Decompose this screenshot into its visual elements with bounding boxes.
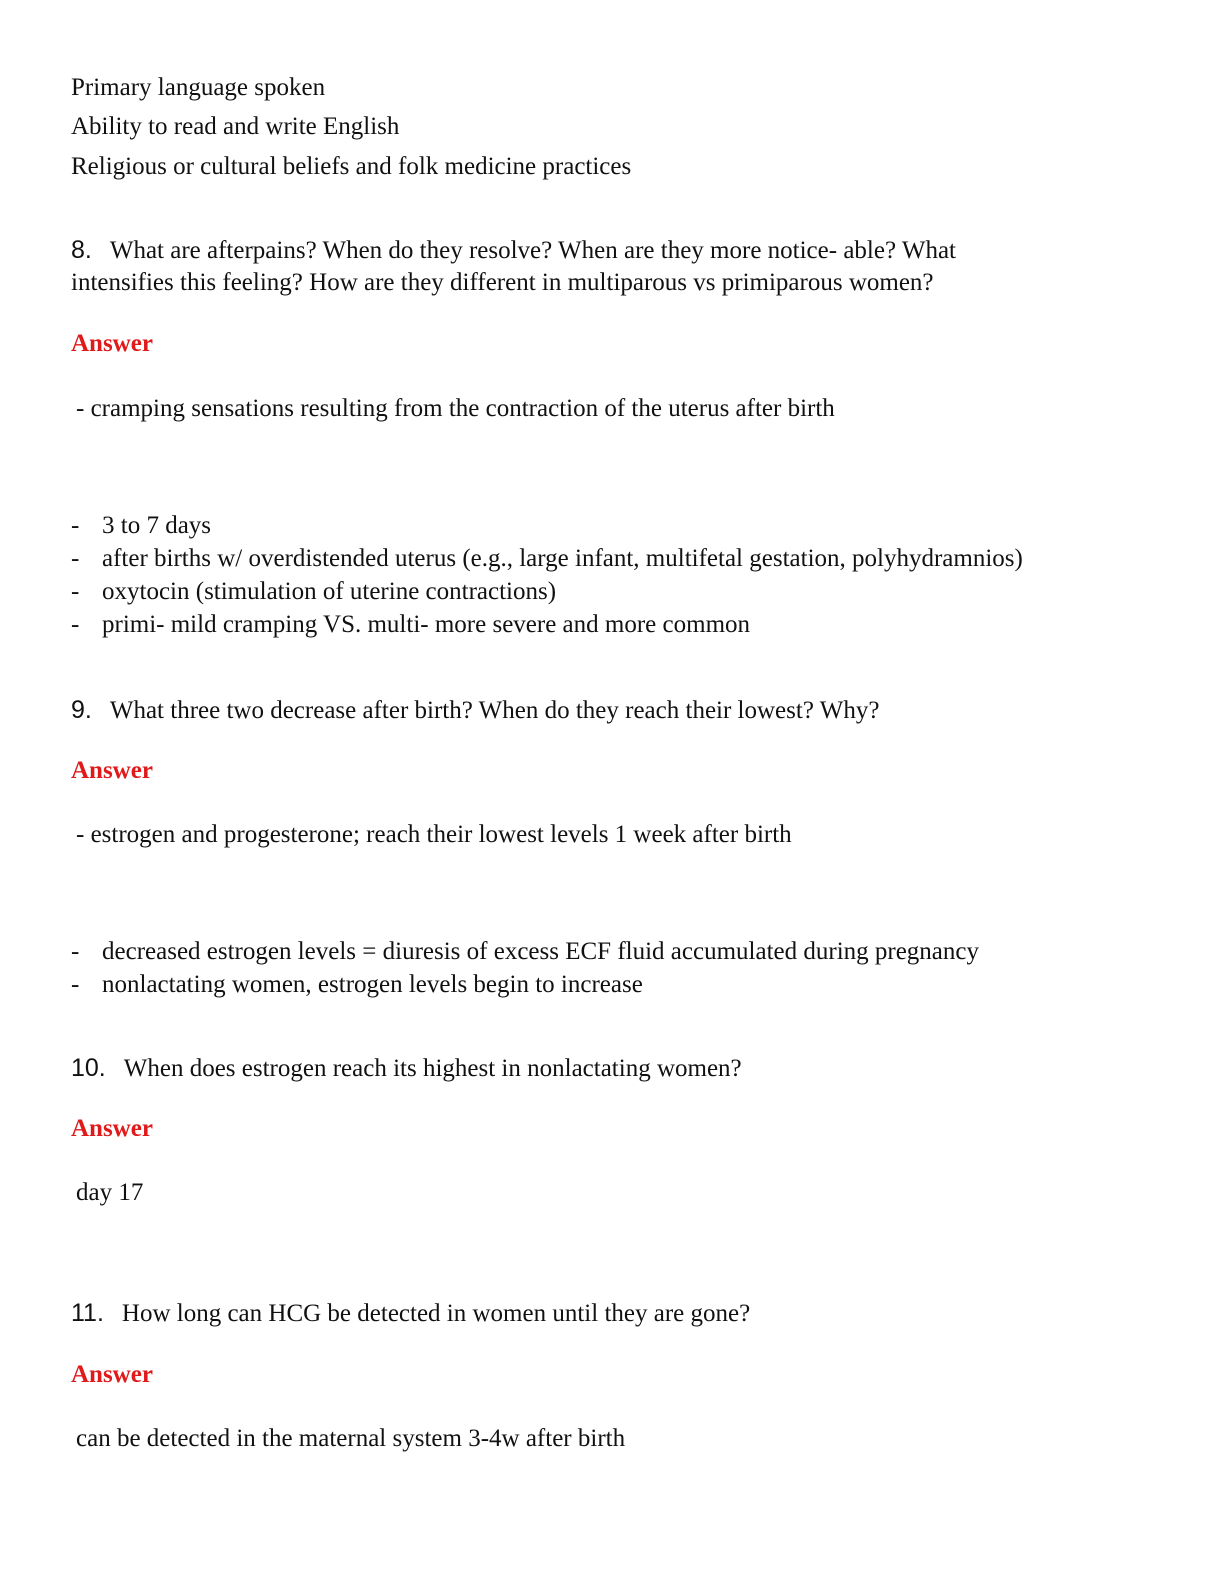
question-8-line-1 [71,234,956,267]
intro-line-3: Religious or cultural beliefs and folk medicine practices [71,153,632,180]
bullet-list [71,509,1023,641]
question-number: 11. [71,1299,104,1327]
question-8-line-2: intensifies this feeling? How are they different in multiparous vs primiparous women? [71,269,934,296]
answer-text: can be detected in the maternal system 3-4w after birth [76,1425,626,1452]
answer-label: Answer [71,757,153,784]
list-item: - primi- mild cramping VS. multi- more severe and more common [71,611,751,638]
bullet-list [71,935,979,1001]
intro-line-2: Ability to read and write English [71,113,400,140]
question-text: What are afterpains? When do they resolve? When are they more notice- able? What [109,237,956,264]
question-9-line-1 [71,694,879,727]
question-11-line-1 [71,1297,750,1330]
list-item: - nonlactating women, estrogen levels begin to increase [71,971,643,998]
question-10-line-1 [71,1052,742,1085]
intro-line-1: Primary language spoken [71,74,326,101]
question-text: When does estrogen reach its highest in nonlactating women? [123,1055,742,1082]
question-number: 9. [71,696,92,724]
question-number: 10. [71,1054,106,1082]
question-text: What three two decrease after birth? When do they reach their lowest? Why? [109,697,880,724]
answer-text: - cramping sensations resulting from the contraction of the uterus after birth [76,395,835,422]
list-item: - after births w/ overdistended uterus (e.g., large infant, multifetal gestation, polyhydramnios) [71,545,1023,572]
question-number: 8. [71,236,92,264]
answer-text: day 17 [76,1179,144,1206]
answer-label: Answer [71,1115,153,1142]
list-item: - decreased estrogen levels = diuresis of excess ECF fluid accumulated during pregnancy [71,938,980,965]
answer-label: Answer [71,330,153,357]
list-item: - 3 to 7 days [71,512,212,539]
question-text: How long can HCG be detected in women until they are gone? [121,1300,751,1327]
answer-text: - estrogen and progesterone; reach their lowest levels 1 week after birth [76,821,792,848]
answer-label: Answer [71,1361,153,1388]
list-item: - oxytocin (stimulation of uterine contractions) [71,578,557,605]
